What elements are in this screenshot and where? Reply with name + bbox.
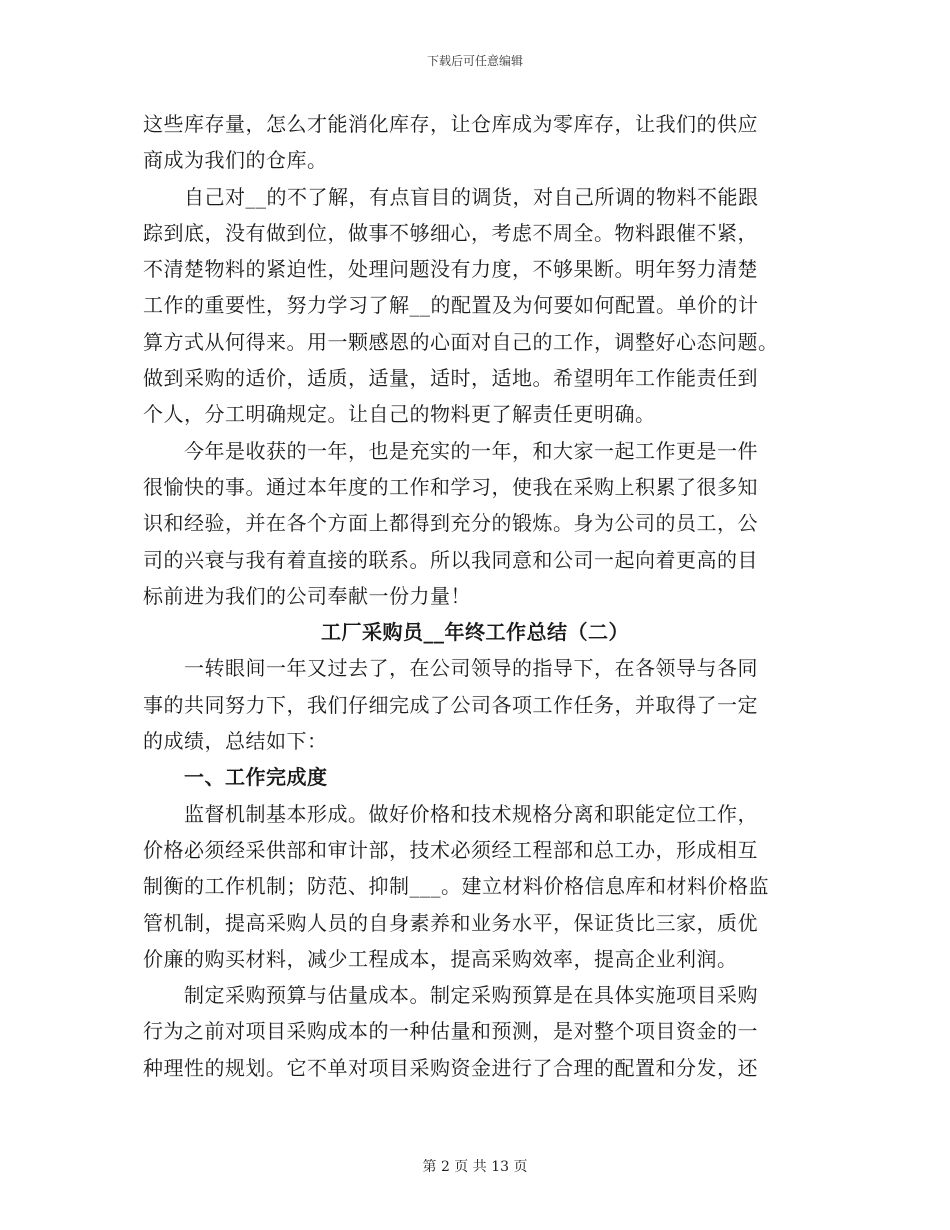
page-header: 下载后可任意编辑 (426, 54, 523, 68)
body-line: 算方式从何得来。用一颗感恩的心面对自己的工作，调整好心态问题。 (143, 329, 779, 354)
body-line: 做到采购的适价，适质，适量，适时，适地。希望明年工作能责任到 (143, 366, 758, 391)
body-line: 管机制，提高采购人员的自身素养和业务水平，保证货比三家，质优 (143, 910, 758, 935)
body-line: 价格必须经采供部和审计部，技术必须经工程部和总工办，形成相互 (143, 837, 758, 862)
body-line: 制定采购预算与估量成本。制定采购预算是在具体实施项目采购 (143, 983, 758, 1008)
body-line: 今年是收获的一年，也是充实的一年，和大家一起工作更是一件 (143, 438, 758, 463)
body-line: 行为之前对项目采购成本的一种估量和预测，是对整个项目资金的一 (143, 1019, 758, 1044)
body-line: 价廉的购买材料，减少工程成本，提高采购效率，提高企业利润。 (143, 946, 738, 971)
subsection-heading: 一、工作完成度 (143, 765, 328, 790)
body-line: 制衡的工作机制；防范、抑制___。建立材料价格信息库和材料价格监 (143, 874, 769, 899)
body-line: 这些库存量，怎么才能消化库存，让仓库成为零库存，让我们的供应 (143, 112, 758, 136)
body-line: 自己对__的不了解，有点盲目的调货，对自己所调的物料不能跟 (143, 184, 759, 209)
body-line: 识和经验，并在各个方面上都得到充分的锻炼。身为公司的员工，公 (143, 511, 758, 536)
section-title: 工厂采购员__年终工作总结（二） (321, 620, 629, 645)
body-line: 标前进为我们的公司奉献一份力量！ (143, 583, 471, 608)
document-body (143, 106, 807, 1086)
body-line: 不清楚物料的紧迫性，处理问题没有力度，不够果断。明年努力清楚 (143, 257, 758, 282)
body-line: 商成为我们的仓库。 (143, 148, 328, 173)
body-line: 工作的重要性，努力学习了解__的配置及为何要如何配置。单价的计 (143, 293, 759, 318)
body-line: 司的兴衰与我有着直接的联系。所以我同意和公司一起向着更高的目 (143, 547, 758, 572)
body-line: 一转眼间一年又过去了，在公司领导的指导下，在各领导与各同 (143, 656, 758, 681)
body-line: 监督机制基本形成。做好价格和技术规格分离和职能定位工作， (143, 801, 758, 826)
body-line: 很愉快的事。通过本年度的工作和学习，使我在采购上积累了很多知 (143, 474, 758, 499)
page-number: 第 2 页 共 13 页 (422, 1159, 528, 1175)
body-line: 个人，分工明确规定。让自己的物料更了解责任更明确。 (143, 402, 656, 427)
body-line: 种理性的规划。它不单对项目采购资金进行了合理的配置和分发，还 (143, 1055, 758, 1080)
body-line: 的成绩，总结如下： (143, 729, 328, 754)
body-line: 事的共同努力下，我们仔细完成了公司各项工作任务，并取得了一定 (143, 692, 758, 717)
body-line: 踪到底，没有做到位，做事不够细心，考虑不周全。物料跟催不紧， (143, 220, 758, 245)
